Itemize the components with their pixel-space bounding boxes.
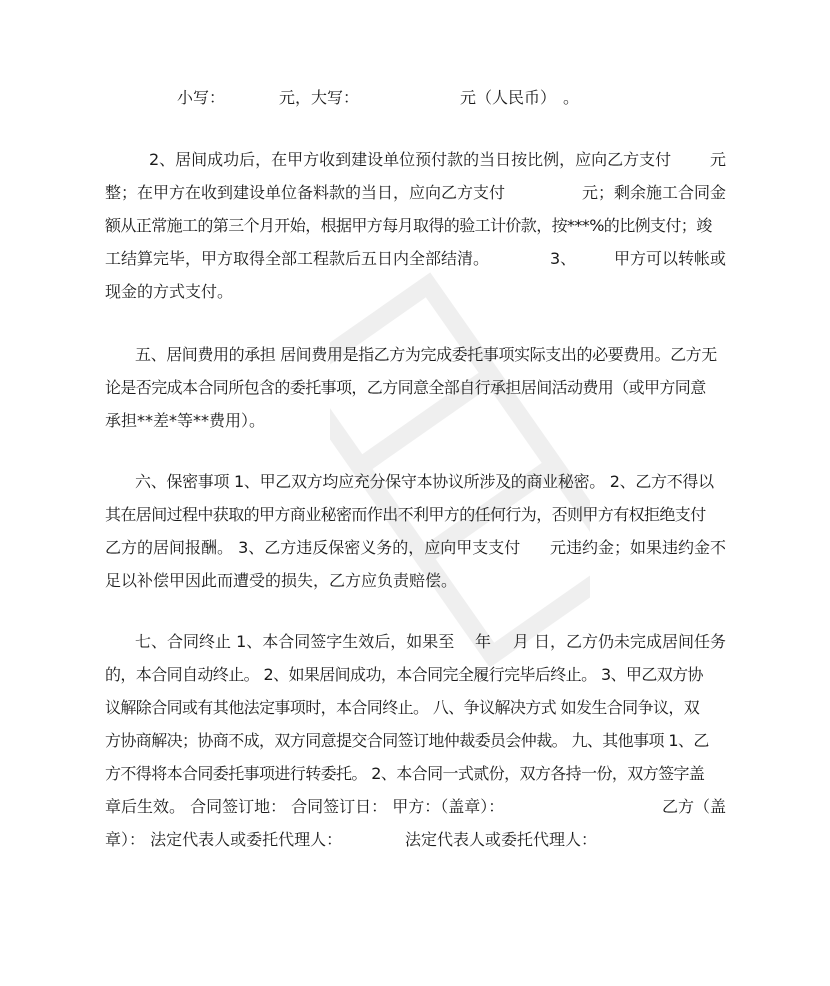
para2-line-2: 整；在甲方在收到建设单位备料款的当日，应向乙方支付 元；剩余施工合同金 [105,183,726,202]
section6-line-4: 足以补偿甲因此而遭受的损失，乙方应负责赔偿。 [105,571,458,590]
section7-line-2: 的，本合同自动终止。 2、如果居间成功，本合同完全履行完毕后终止。 3、甲乙双方协 [105,665,703,684]
para2-line-1: 2、居间成功后，在甲方收到建设单位预付款的当日按比例，应向乙方支付 元 [149,150,726,169]
signature-line-2 [105,828,726,852]
amount-uppercase-label: 元，大写： [279,88,360,107]
para2-line-5: 现金的方式支付。 [105,282,234,301]
section6-line-3: 乙方的居间报酬。 3、乙方违反保密义务的，应向甲支支付 元违约金；如果违约金不 [105,538,726,557]
section7-line-3: 议解除合同或有其他法定事项时，本合同终止。 八、争议解决方式 如发生合同争议，双 [105,698,700,717]
section5-line-2: 论是否完成本合同所包含的委托事项，乙方同意全部自行承担居间活动费用（或甲方同意 [105,378,706,397]
representative-b-label: 法定代表人或委托代理人： [405,830,598,849]
para2-line-3: 额从正常施工的第三个月开始，根据甲方每月取得的验工计价款，按***%的比例支付；竣 [105,216,712,235]
para2-line-4: 工结算完毕，甲方取得全部工程款后五日内全部结清。 3、 甲方可以转帐或 [105,249,726,268]
amount-line [105,86,726,110]
section7-line-4: 方协商解决；协商不成，双方同意提交合同签订地仲裁委员会仲裁。 九、其他事项 1、乙 [105,731,709,750]
section7-line-1: 七、合同终止 1、本合同签字生效后，如果至 年 月 日，乙方仍未完成居间任务 [135,632,726,651]
amount-lowercase-label: 小写： [177,88,226,107]
currency-label: 元（人民币） [460,88,557,107]
representative-a-label: 章）： 法定代表人或委托代理人： [105,830,343,849]
signing-place-date-party-a: 章后生效。 合同签订地： 合同签订日： 甲方：（盖章）： [105,797,505,816]
period: 。 [563,88,580,107]
section5-line-1: 五、居间费用的承担 居间费用是指乙方为完成委托事项实际支出的必要费用。乙方无 [135,345,717,364]
party-b-seal-label: 乙方（盖 [661,797,726,816]
section6-line-1: 六、保密事项 1、甲乙双方均应充分保守本协议所涉及的商业秘密。 2、乙方不得以 [135,472,714,491]
section5-line-3: 承担**差*等**费用）。 [105,411,266,430]
section9-line-5: 方不得将本合同委托事项进行转委托。 2、本合同一式贰份，双方各持一份，双方签字盖 [105,764,705,783]
signature-line-1 [105,795,726,819]
section6-line-2: 其在居间过程中获取的甲方商业秘密而作出不利甲方的任何行为，否则甲方有权拒绝支付 [105,505,706,524]
